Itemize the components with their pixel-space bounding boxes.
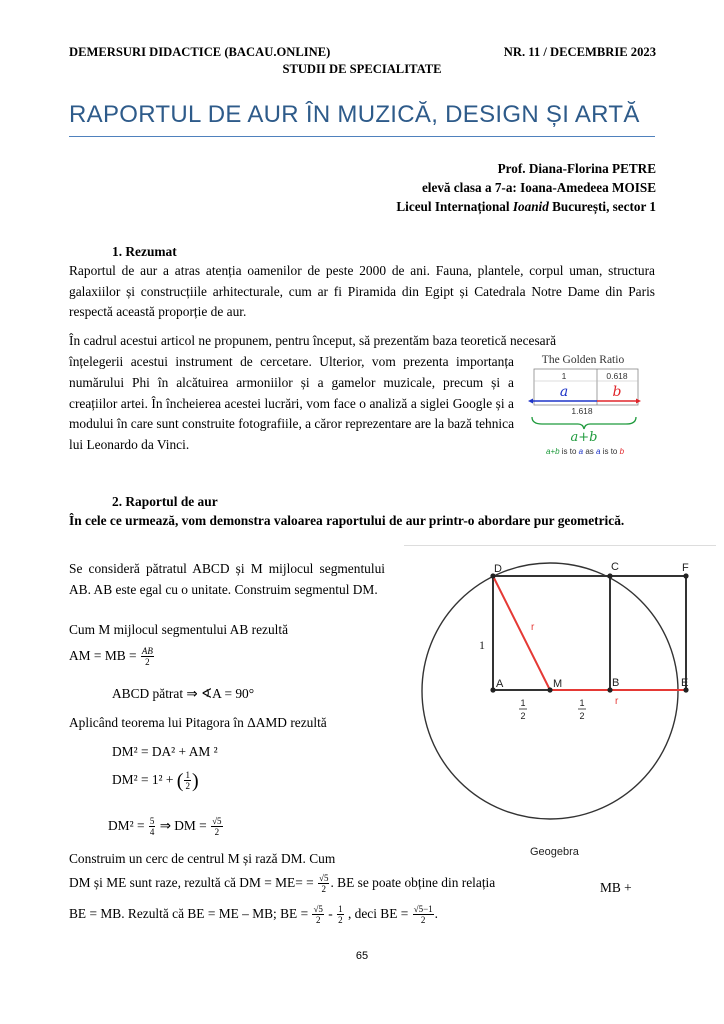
- author-teacher: Prof. Diana-Florina PETRE: [497, 161, 656, 176]
- segment-dm: [493, 576, 550, 690]
- point-f: [683, 573, 688, 578]
- label-e: E: [681, 677, 689, 689]
- point-c: [607, 573, 612, 578]
- author-school: Liceul Internațional Ioanid București, sector 1: [396, 199, 656, 214]
- label-half-am-den: 2: [520, 711, 526, 721]
- equation-am-mb: AM = MB = $\frac{AB}{2}$: [69, 646, 153, 668]
- geogebra-caption: Geogebra: [530, 846, 579, 858]
- label-b: b: [612, 384, 622, 400]
- label-radius-dm: r: [531, 622, 535, 633]
- point-m: [547, 687, 552, 692]
- section2-paragraph-4: Construim un cerc de centrul M și rază DM. Cum: [69, 851, 336, 866]
- label-radius-me: r: [615, 696, 619, 707]
- label-sum: a+b: [570, 430, 598, 445]
- label-half-mb-den: 2: [579, 711, 585, 721]
- square-abcd: [493, 576, 610, 690]
- point-a: [490, 687, 495, 692]
- arrow-right: [636, 399, 641, 404]
- issue-number: NR. 11 / DECEMBRIE 2023: [503, 45, 656, 59]
- label-side-one: 1: [479, 638, 485, 652]
- geogebra-figure: [404, 545, 716, 865]
- label-c: C: [611, 561, 619, 573]
- abstract-paragraph-2-line1: În cadrul acestui articol ne propunem, pentru început, să prezentăm baza teoretică necesară: [69, 333, 557, 348]
- label-1618: 1.618: [571, 406, 593, 416]
- label-f: F: [682, 562, 689, 574]
- label-half-am-num: 1: [520, 698, 526, 708]
- label-m: M: [553, 678, 563, 690]
- label-0618: 0.618: [606, 371, 628, 381]
- section2-paragraph-5: DM și ME sunt raze, rezultă că DM = ME= = $\frac{√5}{2}$ . BE se poate obține din relația: [69, 873, 496, 895]
- section-heading-rezumat: 1. Rezumat: [112, 244, 177, 259]
- page-title: RAPORTUL DE AUR ÎN MUZICĂ, DESIGN ȘI ARTĂ: [69, 101, 640, 128]
- label-a-point: A: [496, 678, 504, 690]
- title-rule: [69, 136, 655, 137]
- section2-paragraph-5-end: MB +: [600, 880, 632, 895]
- journal-name: DEMERSURI DIDACTICE (BACAU.ONLINE): [69, 45, 331, 59]
- golden-ratio-caption: a+b is to a as a is to b: [545, 447, 625, 456]
- label-b-point: B: [612, 677, 620, 689]
- sum-brace: [532, 417, 636, 429]
- label-half-mb-num: 1: [579, 698, 585, 708]
- abstract-paragraph-2: înțelegerii acestui instrument de cercetare. Ulterior, vom prezenta importanța numărului Phi în alcătuirea armoniilor și a gamelor muzicale, precum și a creațiilor artei. În încheierea acestei lucrări, vom face o analiză a siglei Google și a modului în care sunt construite fotografiile, a căror reprezentare are la bază tehnica lui Leonardo da Vinci.: [69, 354, 515, 453]
- section2-paragraph-2: Cum M mijlocul segmentului AB rezultă: [69, 622, 289, 637]
- section2-intro: În cele ce urmează, vom demonstra valoarea raportului de aur printr-o abordare pur geometrică.: [69, 513, 625, 528]
- figure-top-edge: [404, 545, 716, 546]
- section2-paragraph-3: Aplicând teorema lui Pitagora în ΔAMD rezultă: [69, 715, 327, 730]
- section2-paragraph-6: BE = MB. Rezultă că BE = ME – MB; BE = $\frac{√5}{2}$ - $\frac{1}{2}$ , deci BE = $\frac{√5-1}{2}$ .: [69, 904, 439, 926]
- label-one: 1: [561, 371, 567, 381]
- equation-square-angle: ABCD pătrat ⇒ ∢A = 90°: [112, 686, 255, 701]
- author-student: elevă clasa a 7-a: Ioana-Amedeea MOISE: [421, 180, 656, 195]
- page-number: 65: [355, 950, 369, 962]
- label-d: D: [494, 563, 502, 575]
- equation-dm-squared: DM² = 1² + ( $\frac{1}{2}$ ): [112, 769, 199, 792]
- arrow-left: [528, 399, 533, 404]
- equation-pythagoras: DM² = DA² + AM ²: [112, 744, 218, 759]
- section-heading-raportul: 2. Raportul de aur: [112, 494, 218, 509]
- section-label: STUDII DE SPECIALITATE: [282, 62, 442, 76]
- equation-dm-value: DM² = $\frac{5}{4}$ ⇒ DM = $\frac{√5}{2}$: [108, 816, 222, 838]
- abstract-paragraph-1: Raportul de aur a atras atenția oamenilor de peste 2000 de ani. Fauna, plantele, corpul uman, structura galaxiilor și construcțiile arhitecturale, cum ar fi Piramida din Egipt și Catedrala Notre Dame din Paris respectă această proporție de aur.: [69, 263, 655, 319]
- golden-ratio-title: The Golden Ratio: [541, 354, 625, 366]
- golden-ratio-figure: [526, 350, 644, 460]
- section2-paragraph-1: Se consideră pătratul ABCD și M mijlocul segmentului AB. AB este egal cu o unitate. Construim segmentul DM.: [69, 561, 385, 597]
- label-a: a: [559, 384, 569, 400]
